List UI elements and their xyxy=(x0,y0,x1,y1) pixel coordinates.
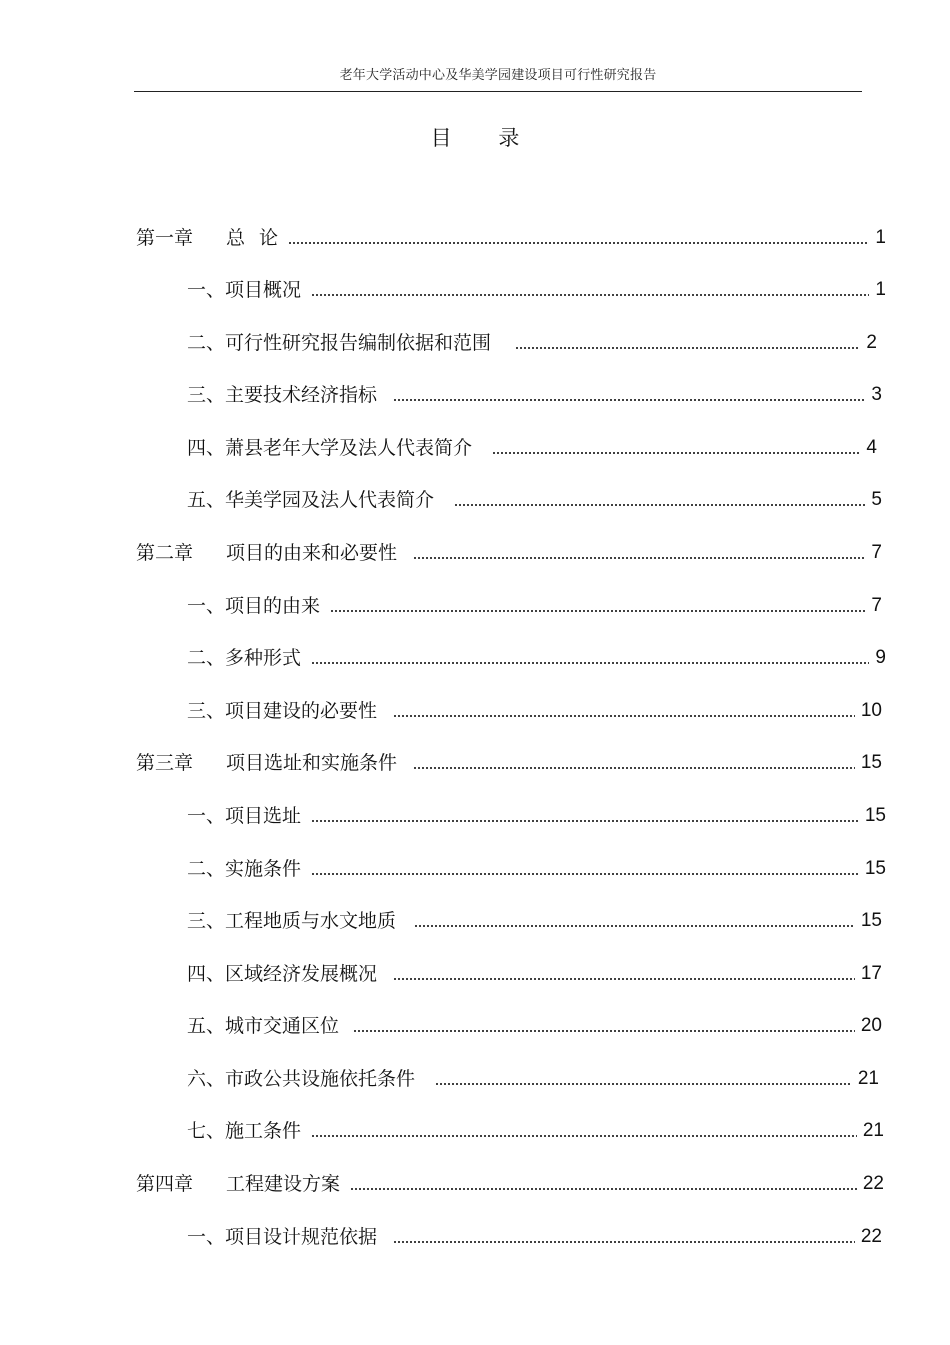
page-number: 21 xyxy=(857,1068,879,1089)
entry-title: 一、项目的由来 xyxy=(187,595,321,617)
chapter-label: 第二章 xyxy=(136,542,194,564)
page-number: 22 xyxy=(860,1226,882,1247)
entry-title: 工程建设方案 xyxy=(226,1173,341,1195)
dot-leader xyxy=(311,294,869,296)
entry-title: 一、项目设计规范依据 xyxy=(187,1226,378,1248)
chapter-label: 第四章 xyxy=(136,1173,194,1195)
dot-leader xyxy=(393,978,855,980)
entry-title: 五、华美学园及法人代表简介 xyxy=(187,489,435,511)
page-number: 10 xyxy=(860,700,882,721)
dot-leader xyxy=(311,1135,857,1137)
entry-title: 总 论 xyxy=(226,227,279,249)
toc-entry-3-4[interactable] xyxy=(187,956,882,986)
dot-leader xyxy=(393,1241,855,1243)
dot-leader xyxy=(330,610,865,612)
dot-leader xyxy=(311,662,869,664)
entry-title: 三、主要技术经济指标 xyxy=(187,384,378,406)
page-number: 1 xyxy=(875,227,886,248)
entry-title: 一、项目选址 xyxy=(187,805,302,827)
page-number: 15 xyxy=(864,805,886,826)
toc-entry-4-1[interactable] xyxy=(187,1219,882,1249)
toc-title: 目 录 xyxy=(430,126,540,150)
dot-leader xyxy=(413,767,855,769)
toc-entry-chapter-1[interactable] xyxy=(136,220,886,250)
page-number: 20 xyxy=(860,1015,882,1036)
dot-leader xyxy=(454,504,865,506)
dot-leader xyxy=(515,347,860,349)
page-number: 9 xyxy=(875,647,886,668)
entry-title: 五、城市交通区位 xyxy=(187,1015,340,1037)
page-number: 22 xyxy=(862,1173,884,1194)
page-number: 2 xyxy=(866,332,877,353)
page-number: 4 xyxy=(866,437,877,458)
entry-title: 三、工程地质与水文地质 xyxy=(187,910,397,932)
running-header: 老年大学活动中心及华美学园建设项目可行性研究报告 xyxy=(339,68,657,83)
toc-entry-1-1[interactable] xyxy=(187,272,886,302)
dot-leader xyxy=(393,715,855,717)
entry-title: 四、萧县老年大学及法人代表简介 xyxy=(187,437,473,459)
toc-entry-1-2[interactable] xyxy=(187,325,877,355)
toc-entry-3-3[interactable] xyxy=(187,903,882,933)
entry-title: 四、区域经济发展概况 xyxy=(187,963,378,985)
entry-title: 六、市政公共设施依托条件 xyxy=(187,1068,416,1090)
toc-entry-2-3[interactable] xyxy=(187,693,882,723)
page-number: 15 xyxy=(860,752,882,773)
toc-entry-3-5[interactable] xyxy=(187,1008,882,1038)
entry-title: 七、施工条件 xyxy=(187,1120,302,1142)
entry-title: 项目的由来和必要性 xyxy=(226,542,398,564)
dot-leader xyxy=(435,1083,852,1085)
page-number: 5 xyxy=(871,489,882,510)
chapter-label: 第一章 xyxy=(136,227,194,249)
dot-leader xyxy=(353,1030,855,1032)
toc-entry-3-7[interactable] xyxy=(187,1113,884,1143)
toc-entry-chapter-3[interactable] xyxy=(136,745,882,775)
dot-leader xyxy=(288,242,869,244)
toc-entry-3-1[interactable] xyxy=(187,798,886,828)
toc-entry-1-4[interactable] xyxy=(187,430,877,460)
page-number: 15 xyxy=(864,858,886,879)
page-number: 17 xyxy=(860,963,882,984)
entry-title: 二、多种形式 xyxy=(187,647,302,669)
toc-entry-chapter-4[interactable] xyxy=(136,1166,884,1196)
chapter-label: 第三章 xyxy=(136,752,194,774)
entry-title: 二、实施条件 xyxy=(187,858,302,880)
toc-entry-2-2[interactable] xyxy=(187,640,886,670)
dot-leader xyxy=(393,399,865,401)
page-number: 3 xyxy=(871,384,882,405)
dot-leader xyxy=(311,873,859,875)
page-number: 15 xyxy=(860,910,882,931)
entry-title: 一、项目概况 xyxy=(187,279,302,301)
toc-entry-chapter-2[interactable] xyxy=(136,535,882,565)
entry-title: 三、项目建设的必要性 xyxy=(187,700,378,722)
toc-entry-3-2[interactable] xyxy=(187,851,886,881)
dot-leader xyxy=(350,1188,857,1190)
entry-title: 项目选址和实施条件 xyxy=(226,752,398,774)
page-number: 1 xyxy=(875,279,886,300)
entry-title: 二、可行性研究报告编制依据和范围 xyxy=(187,332,492,354)
dot-leader xyxy=(414,925,855,927)
header-rule xyxy=(134,91,862,92)
toc-entry-2-1[interactable] xyxy=(187,588,882,618)
page-number: 7 xyxy=(871,595,882,616)
toc-entry-3-6[interactable] xyxy=(187,1061,879,1091)
page-number: 21 xyxy=(862,1120,884,1141)
dot-leader xyxy=(492,452,860,454)
dot-leader xyxy=(413,557,865,559)
toc-entry-1-3[interactable] xyxy=(187,377,882,407)
page-number: 7 xyxy=(871,542,882,563)
dot-leader xyxy=(311,820,859,822)
toc-entry-1-5[interactable] xyxy=(187,482,882,512)
